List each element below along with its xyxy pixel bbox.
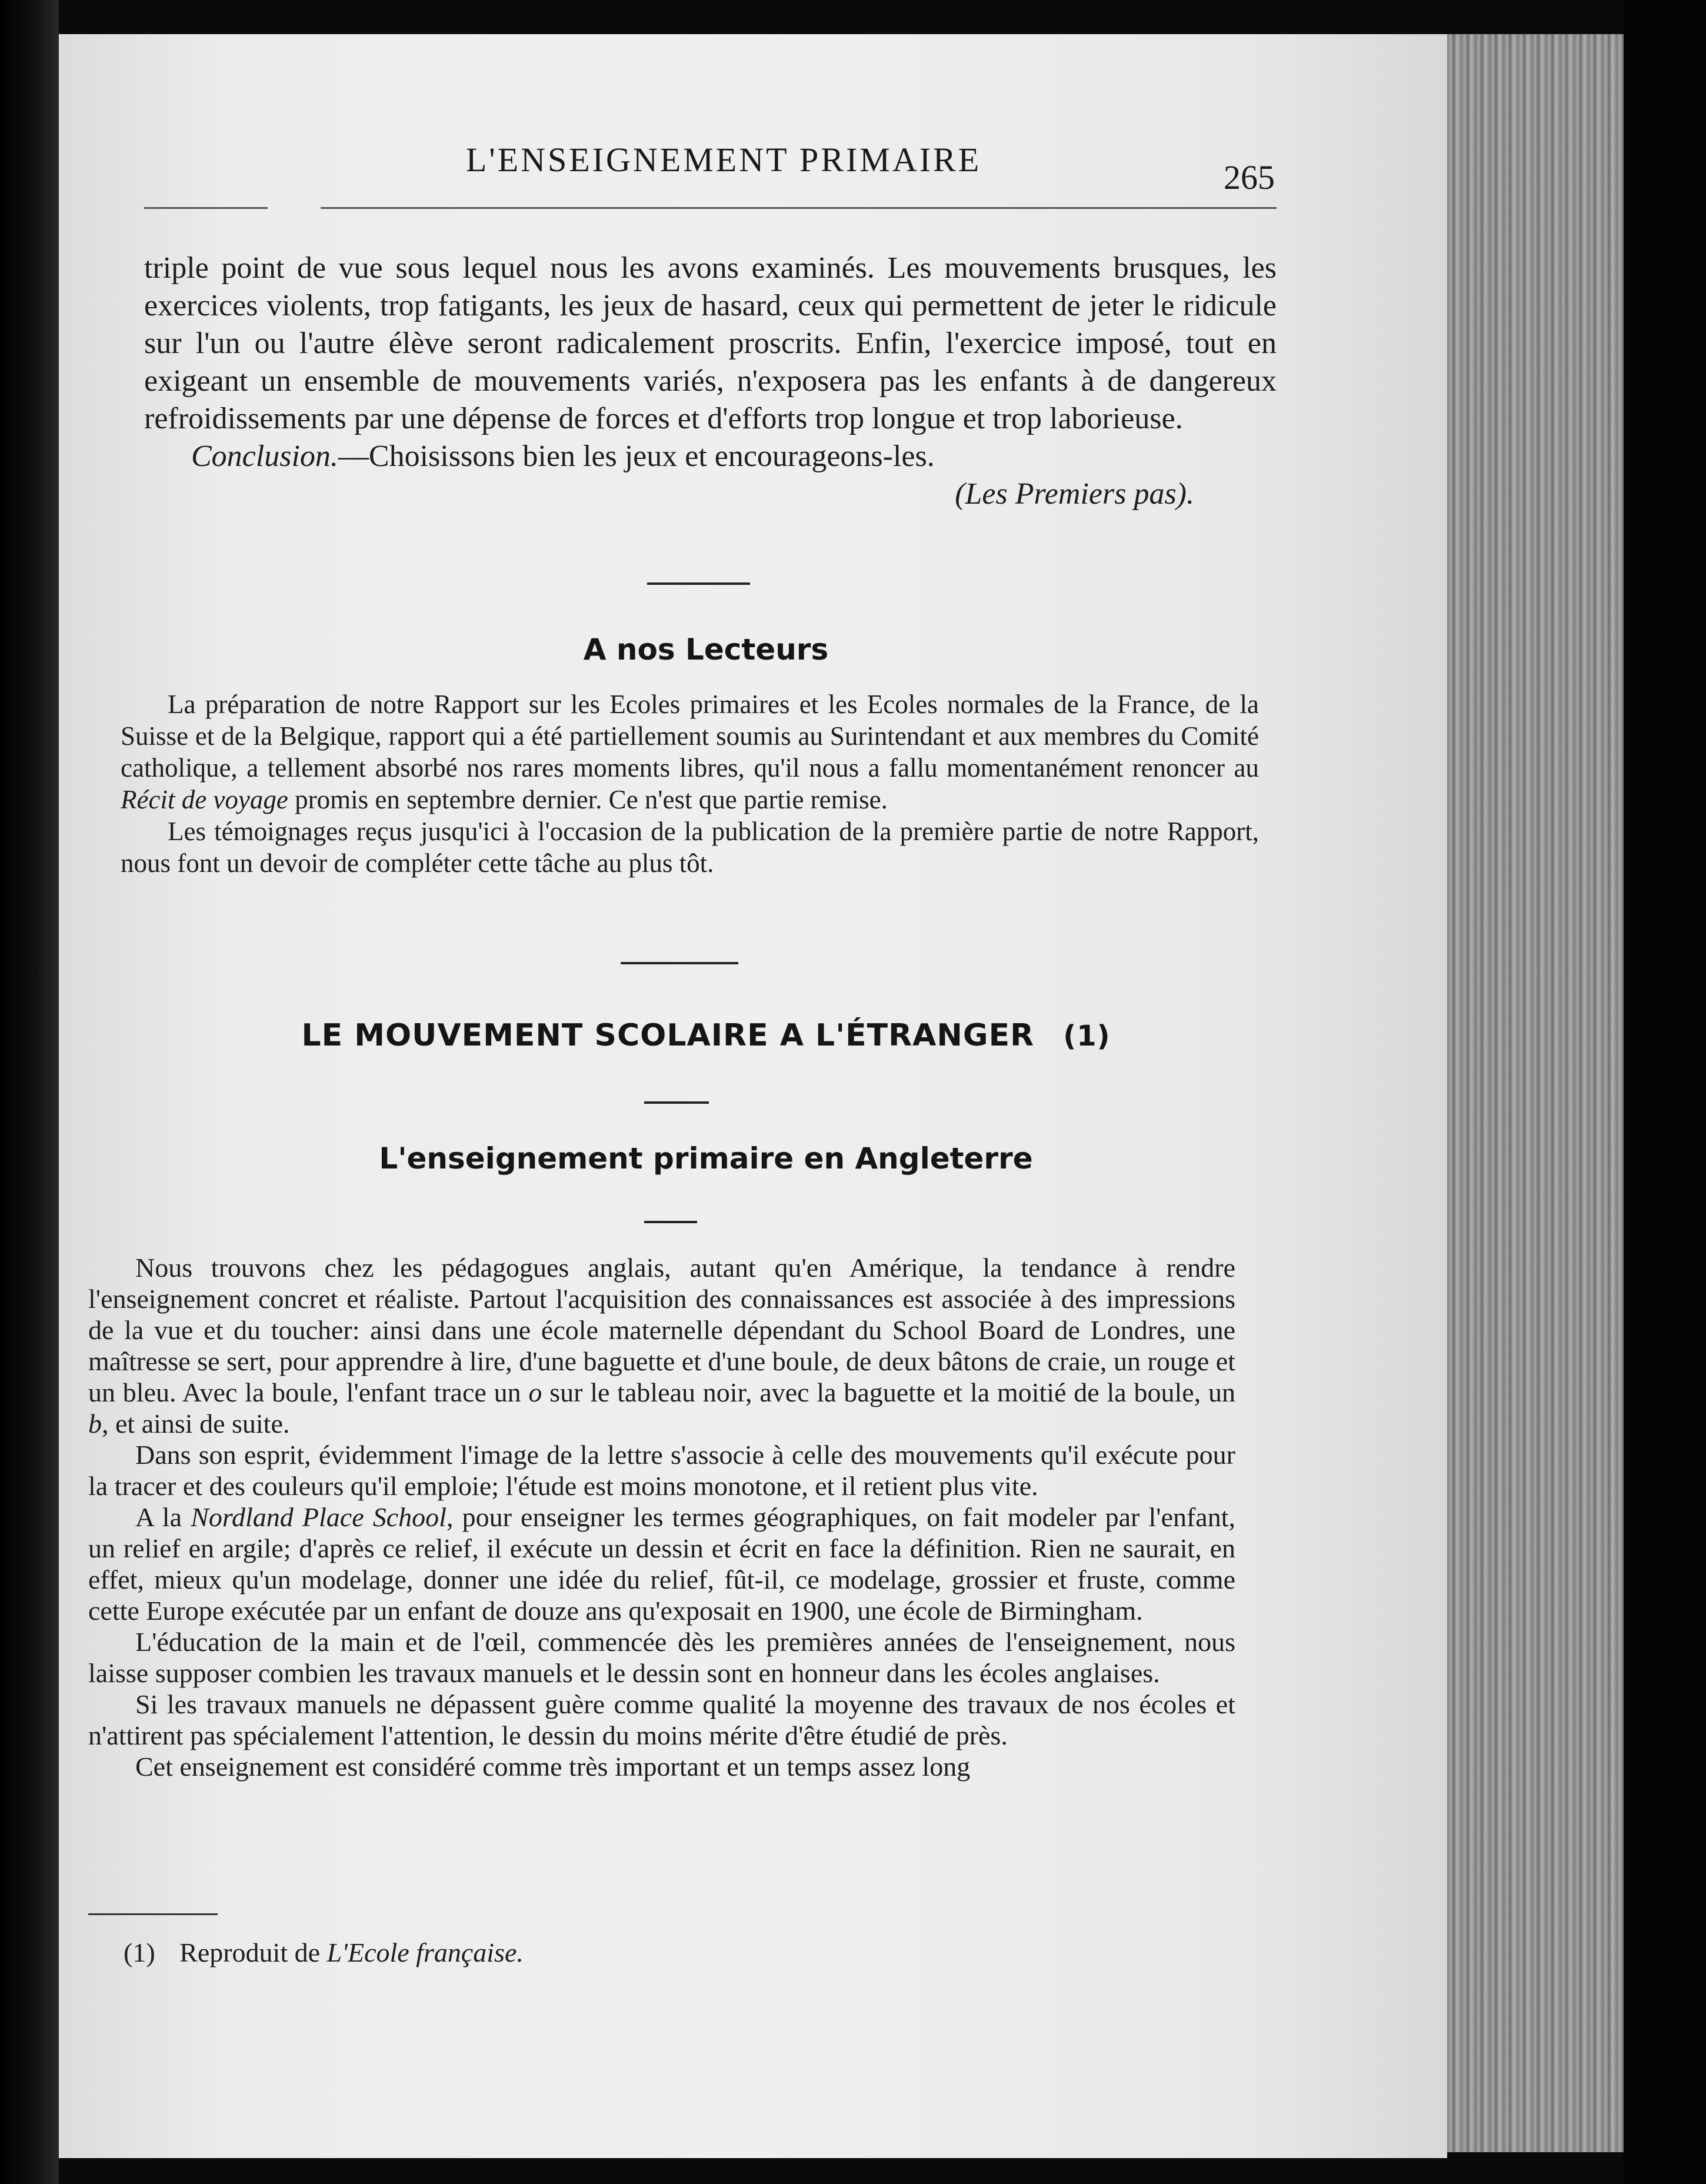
readers-paragraph-2: Les témoignages reçus jusqu'ici à l'occasion de la publication de la première partie de notre Rapport, nous font un devoir de compléter cette tâche au plus tôt. [121, 817, 1259, 878]
background-right [1624, 0, 1706, 2184]
divider-rule [621, 962, 738, 964]
readers-notice [121, 688, 1259, 879]
article-paragraph: L'éducation de la main et de l'œil, commencée dès les premières années de l'enseignement, nous laisse supposer combien les travaux manuels et le dessin sont en honneur dans les écoles anglaises. [88, 1627, 1235, 1688]
conclusion-text: —Choisissons bien les jeux et encourageons-les. [338, 440, 935, 473]
readers-text-b: promis en septembre dernier. Ce n'est que partie remise. [288, 785, 888, 814]
footnote-rule [88, 1913, 218, 1915]
divider-rule [644, 1221, 697, 1223]
note-reference: (1) [1063, 1020, 1111, 1053]
article-text: Nous trouvons chez les pédagogues anglais, autant qu'en Amérique, la tendance à rendre l'enseignement concret et réaliste. Partout l'acquisition des connaissances est associée à des impressions de la vue et du toucher: ainsi dans une école maternelle dépendant du School Board de Londres, une maîtresse se sert, pour apprendre à lire, d'une baguette et d'une boule, de deux bâtons de craie, un rouge et un bleu. Avec la boule, l'enfant trace un [88, 1253, 1235, 1407]
conclusion-line [144, 438, 1277, 475]
running-head: L'ENSEIGNEMENT PRIMAIRE [465, 141, 982, 179]
section-title: LE MOUVEMENT SCOLAIRE A L'ÉTRANGER [301, 1018, 1035, 1053]
article-paragraph: Cet enseignement est considéré comme très important et un temps assez long [135, 1752, 971, 1782]
header-rule-left [144, 207, 268, 209]
divider-rule [647, 582, 750, 585]
section-subtitle: L'enseignement primaire en Angleterre [379, 1141, 1033, 1176]
footnote-source: L'Ecole française. [326, 1937, 524, 1967]
intro-text [144, 249, 1277, 513]
readers-paragraph-1 [121, 688, 1259, 815]
footnote-mark: (1) [124, 1937, 155, 1967]
article-paragraph [88, 1252, 1235, 1439]
intro-paragraph: triple point de vue sous lequel nous les avons examinés. Les mouvements brusques, les exercices violents, trop fatigants, les jeux de hasard, ceux qui permettent de jeter le ridicule sur l'un ou l'autre élève seront radicalement proscrits. Enfin, l'exercice imposé, tout en exigeant un ensemble de mouvements variés, n'exposera pas les enfants à de dangereux refroidissements par une dépense de forces et d'efforts trop longue et trop laborieuse. [144, 251, 1277, 435]
footnote [124, 1937, 524, 1968]
readers-text-ital: Récit de voyage [121, 785, 288, 814]
article-paragraph: Si les travaux manuels ne dépassent guère comme qualité la moyenne des travaux de nos écoles et n'attirent pas spécialement l'attention, le dessin du moins mérite d'être étudié de près. [88, 1689, 1235, 1750]
spine-shadow [0, 0, 59, 2184]
school-name: Nordland Place School [191, 1502, 447, 1532]
article-text: sur le tableau noir, avec la baguette et la moitié de la boule, un [542, 1377, 1235, 1407]
intro-source: (Les Premiers pas). [955, 477, 1194, 511]
section-heading [235, 1018, 1177, 1053]
conclusion-label: Conclusion. [191, 440, 338, 473]
readers-title: A nos Lecteurs [583, 632, 829, 667]
article-paragraph: Dans son esprit, évidemment l'image de la lettre s'associe à celle des mouvements qu'il exécute pour la tracer et des couleurs qu'il emploie; l'étude est moins monotone, et il retient plus vite. [88, 1440, 1235, 1501]
article-body [88, 1252, 1235, 1782]
readers-text-a: La préparation de notre Rapport sur les Ecoles primaires et les Ecoles normales de la France, de la Suisse et de la Belgique, rapport qui a été partiellement soumis au Surintendant et aux membres du Comité catholique, a tellement absorbé nos rares moments libres, qu'il nous a fallu momentanément renoncer au [121, 690, 1259, 783]
letter-b: b [88, 1409, 102, 1439]
divider-rule [644, 1101, 709, 1104]
page-number: 265 [1224, 158, 1275, 197]
letter-o: o [528, 1377, 542, 1407]
header-rule-right [321, 207, 1277, 209]
article-text: , pour enseigner les termes géographiques, on fait modeler par l'enfant, un relief en argile; d'après ce relief, il exécute un dessin et écrit en face la définition. Rien ne saurait, en effet, mieux qu'un modelage, donner une idée du relief, fût-il, ce modelage, grossier et fruste, comme cette Europe exécutée par un enfant de douze ans qu'exposait en 1900, une école de Birmingham. [88, 1502, 1235, 1626]
article-text: A la [135, 1502, 191, 1532]
article-text: , et ainsi de suite. [102, 1409, 290, 1439]
article-paragraph [88, 1502, 1235, 1626]
page-edges [1447, 34, 1624, 2152]
footnote-text: Reproduit de [179, 1937, 327, 1967]
